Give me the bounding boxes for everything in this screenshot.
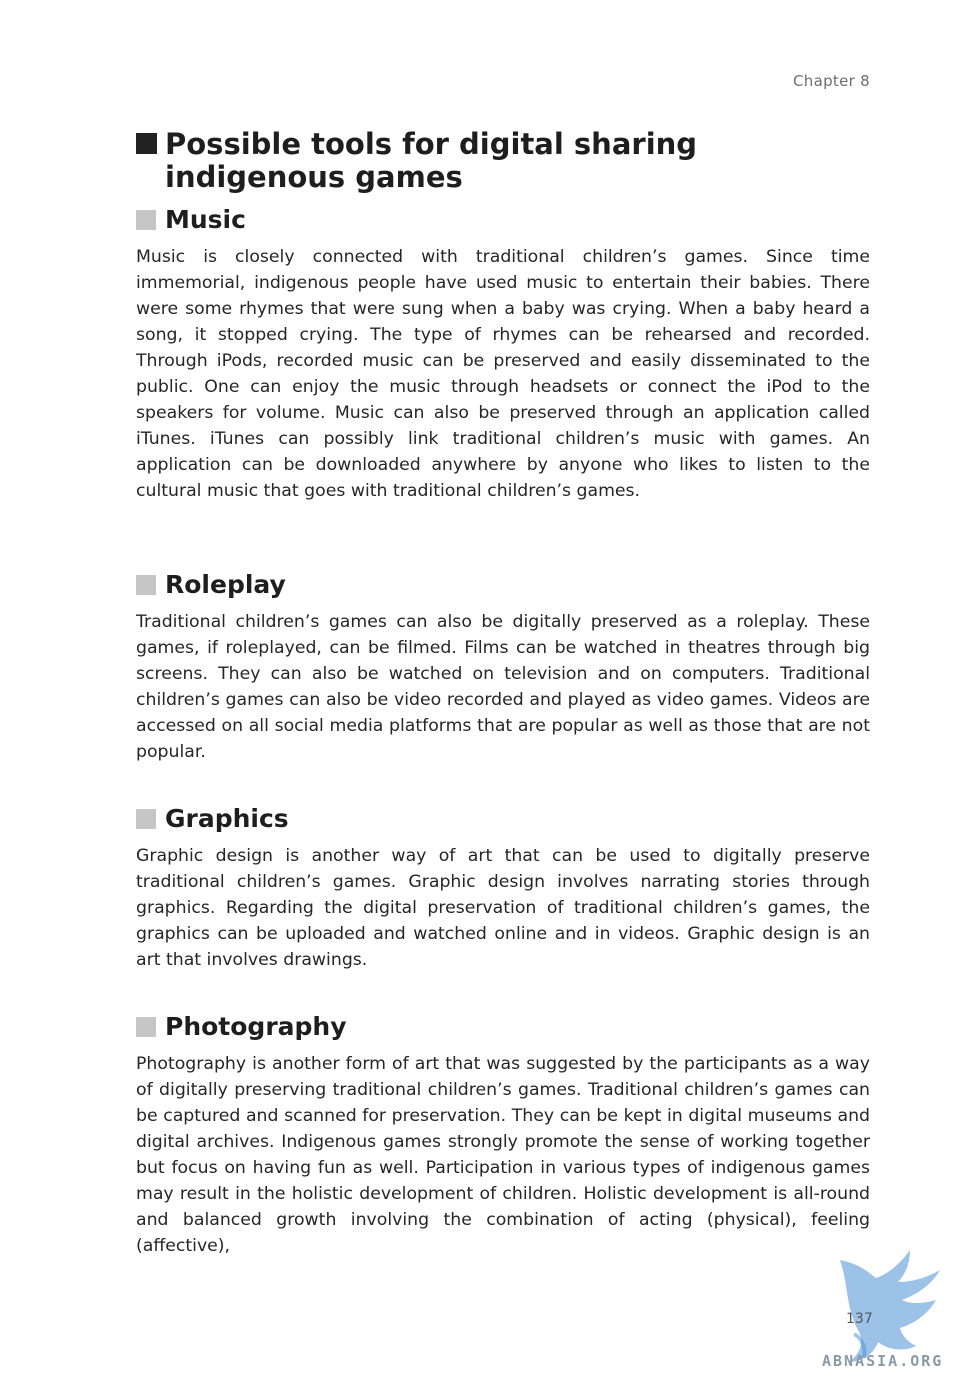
section-marker-square (136, 210, 156, 230)
page-title-text: Possible tools for digital sharing indigenous games (165, 127, 698, 194)
section-title-music: Music (165, 205, 246, 234)
section-marker-square (136, 809, 156, 829)
section-body-music: Music is closely connected with traditional children’s games. Since time immemorial, indigenous people have used music to entertain their babies. There were some rhymes that were sung when a baby was crying. When a baby heard a song, it stopped crying. The type of rhymes can be rehearsed and recorded. Through iPods, recorded music can be preserved and easily disseminated to the public. One can enjoy the music through headsets or connect the iPod to the speakers for volume. Music can also be preserved through an application called iTunes. iTunes can possibly link traditional children’s music with games. An application can be downloaded anywhere by anyone who likes to listen to the cultural music that goes with traditional children’s games. (136, 247, 870, 501)
section-heading (136, 569, 870, 603)
page-title (136, 128, 876, 194)
page-number: 137 (846, 1311, 873, 1327)
section-title-graphics: Graphics (165, 804, 289, 833)
section-title-roleplay: Roleplay (165, 570, 286, 599)
watermark-text: ABNASIA.ORG (822, 1352, 944, 1370)
section-photography (136, 1011, 870, 1259)
section-roleplay (136, 569, 870, 765)
section-heading (136, 1011, 870, 1045)
title-marker-square (136, 133, 157, 154)
section-graphics (136, 803, 870, 973)
section-heading (136, 803, 870, 837)
section-title-photography: Photography (165, 1012, 347, 1041)
section-heading (136, 204, 870, 238)
section-body-roleplay: Traditional children’s games can also be digitally preserved as a roleplay. These games, if roleplayed, can be filmed. Films can be watched in theatres through big screens. They can also be watched on television and on computers. Traditional children’s games can also be video recorded and played as video games. Videos are accessed on all social media platforms that are popular as well as those that are not popular. (136, 612, 870, 762)
section-body-photography: Photography is another form of art that was suggested by the participants as a way of digitally preserving traditional children’s games. Traditional children’s games can be captured and scanned for preservation. They can be kept in digital museums and digital archives. Indigenous games strongly promote the sense of working together but focus on having fun as well. Participation in various types of indigenous games may result in the holistic development of children. Holistic development is all-round and balanced growth involving the combination of acting (physical), feeling (affective), (136, 1054, 870, 1256)
section-marker-square (136, 575, 156, 595)
section-music (136, 204, 870, 504)
section-body-graphics: Graphic design is another way of art that can be used to digitally preserve traditional children’s games. Graphic design involves narrating stories through graphics. Regarding the digital preservation of traditional children’s games, the graphics can be uploaded and watched online and in videos. Graphic design is an art that involves drawings. (136, 846, 870, 970)
running-header-chapter: Chapter 8 (793, 72, 870, 90)
section-marker-square (136, 1017, 156, 1037)
